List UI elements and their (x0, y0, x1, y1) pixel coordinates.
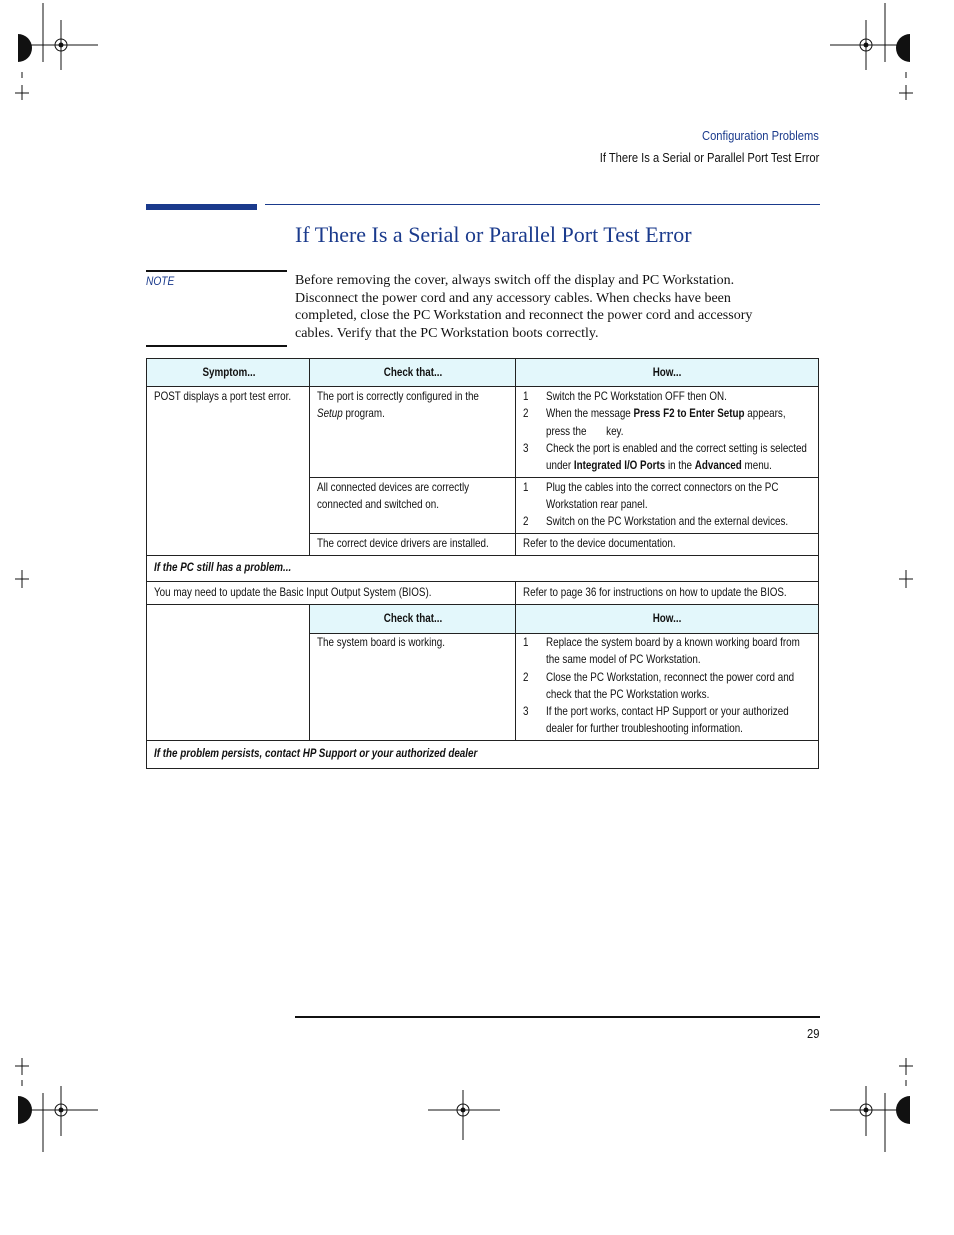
header-how: How... (652, 365, 682, 379)
header2-how: How... (652, 611, 682, 625)
running-header-section: Configuration Problems (702, 128, 819, 143)
row4-step3-line1: If the port works, contact HP Support or your authorized (546, 704, 789, 718)
step-number: 1 (523, 480, 529, 494)
step-text: under (546, 458, 574, 472)
row1-check-line1: The port is correctly configured in the (317, 389, 479, 403)
header-symptom: Symptom... (202, 365, 256, 379)
step-text: appears, (744, 406, 786, 420)
row1-step1: Switch the PC Workstation OFF then ON. (546, 389, 727, 403)
step-text: key. (606, 424, 624, 438)
row1-step3-line1: Check the port is enabled and the correct setting is selected (546, 441, 807, 455)
page-number: 29 (806, 1026, 819, 1041)
row2-step1-line1: Plug the cables into the correct connectors on the PC (546, 480, 779, 494)
row4-check: The system board is working. (317, 635, 445, 649)
row1-check-line2-rest: program. (342, 406, 385, 420)
note-label: NOTE (146, 274, 175, 288)
note-line: cables. Verify that the PC Workstation boots correctly. (295, 325, 599, 341)
row4-step2-line1: Close the PC Workstation, reconnect the power cord and (546, 670, 795, 684)
step-number: 3 (523, 441, 529, 455)
running-header-subsection: If There Is a Serial or Parallel Port Test Error (599, 150, 819, 165)
step-number: 3 (523, 704, 529, 718)
step-strong: Integrated I/O Ports (573, 458, 666, 472)
row2-check-line1: All connected devices are correctly (317, 480, 470, 494)
row2-step2: Switch on the PC Workstation and the external devices. (546, 514, 789, 528)
row4-step2-line2: check that the PC Workstation works. (546, 687, 710, 701)
step-number: 2 (523, 514, 529, 528)
persists-text: If the problem persists, contact HP Support or your authorized dealer (154, 746, 478, 760)
row4-step3-line2: dealer for further troubleshooting information. (546, 721, 743, 735)
bios-right-text: Refer to page 36 for instructions on how to update the BIOS. (523, 585, 787, 599)
step-number: 1 (523, 635, 529, 649)
step-number: 2 (523, 406, 529, 420)
step-strong: Advanced (694, 458, 742, 472)
note-line: Disconnect the power cord and any accessory cables. When checks have been (295, 290, 731, 306)
bios-left-text: You may need to update the Basic Input Output System (BIOS). (154, 585, 432, 599)
setup-emphasis: Setup (317, 406, 343, 420)
header2-check: Check that... (383, 611, 443, 625)
step-text: menu. (741, 458, 772, 472)
row2-check-line2: connected and switched on. (317, 497, 440, 511)
still-problem-text: If the PC still has a problem... (154, 560, 292, 574)
step-text: When the message (546, 406, 634, 420)
step-text: press the (546, 424, 587, 438)
row3-how: Refer to the device documentation. (523, 536, 676, 550)
row2-step1-line2: Workstation rear panel. (546, 497, 648, 511)
row4-step1-line1: Replace the system board by a known working board from (546, 635, 800, 649)
row3-check: The correct device drivers are installed. (317, 536, 489, 550)
note-line: Before removing the cover, always switch off the display and PC Workstation. (295, 273, 735, 288)
step-text: in the (665, 458, 695, 472)
step-number: 1 (523, 389, 529, 403)
step-strong: Press F2 to Enter Setup (633, 406, 745, 420)
symptom-text: POST displays a port test error. (154, 389, 292, 403)
step-number: 2 (523, 670, 529, 684)
header-check: Check that... (383, 365, 443, 379)
page-title: If There Is a Serial or Parallel Port Test Error (295, 222, 692, 247)
row4-step1-line2: the same model of PC Workstation. (546, 652, 701, 666)
note-line: completed, close the PC Workstation and reconnect the power cord and accessory (295, 308, 753, 323)
